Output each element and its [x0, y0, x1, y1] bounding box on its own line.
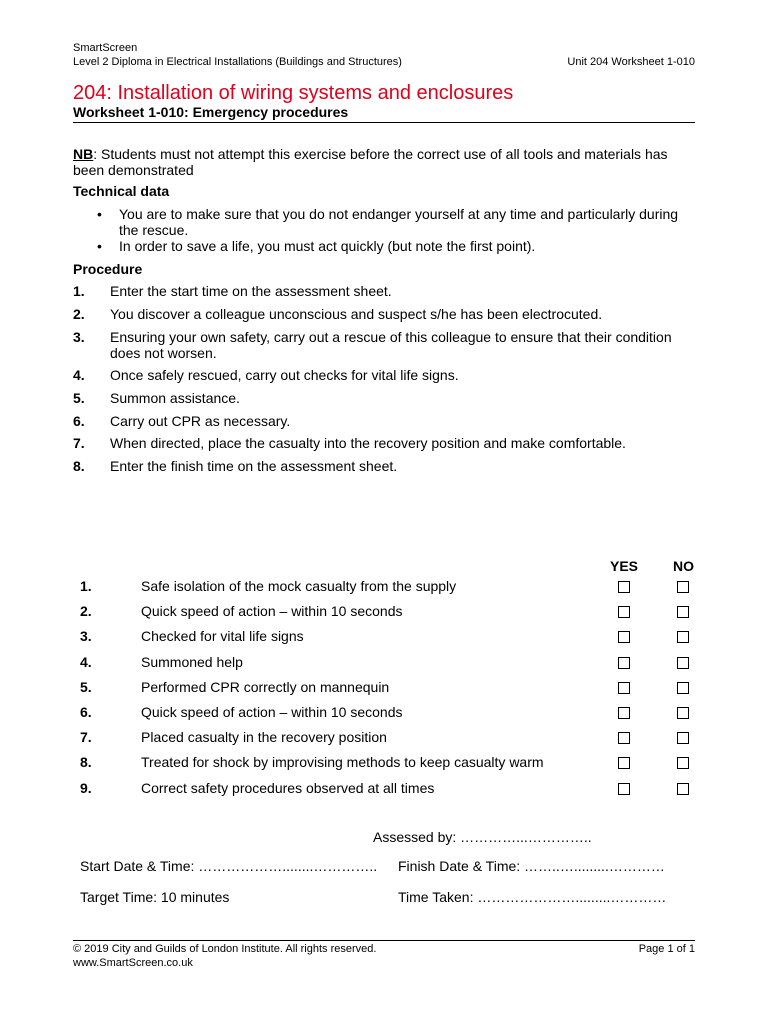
- checklist-number: 7.: [80, 729, 92, 745]
- bullet-dot: •: [97, 238, 102, 254]
- checklist-text: Performed CPR correctly on mannequin: [141, 679, 390, 695]
- yes-checkbox[interactable]: [618, 783, 630, 795]
- checklist-number: 2.: [80, 603, 92, 619]
- title-divider: [73, 122, 695, 123]
- checklist-row: [73, 628, 695, 646]
- checklist-number: 6.: [80, 704, 92, 720]
- step-number: 2.: [73, 306, 85, 322]
- step-text: When directed, place the casualty into the recovery position and make comfortable.: [110, 435, 626, 451]
- finish-date-time-field[interactable]: Finish Date & Time: ……..….........…………: [398, 858, 665, 874]
- step-number: 6.: [73, 413, 85, 429]
- footer-divider: [73, 940, 695, 941]
- no-checkbox[interactable]: [677, 606, 689, 618]
- yes-checkbox[interactable]: [618, 757, 630, 769]
- step-text: You discover a colleague unconscious and suspect s/he has been electrocuted.: [110, 306, 603, 322]
- page-title: 204: Installation of wiring systems and enclosures: [73, 82, 514, 104]
- checklist-text: Checked for vital life signs: [141, 628, 304, 644]
- no-checkbox[interactable]: [677, 732, 689, 744]
- no-checkbox[interactable]: [677, 682, 689, 694]
- technical-bullet-text: In order to save a life, you must act quickly (but note the first point).: [119, 238, 536, 254]
- checklist-row: [73, 704, 695, 722]
- step-text: Carry out CPR as necessary.: [110, 413, 291, 429]
- target-time: Target Time: 10 minutes: [80, 889, 230, 905]
- checklist-text: Quick speed of action – within 10 seconds: [141, 704, 403, 720]
- footer-website[interactable]: www.SmartScreen.co.uk: [73, 957, 193, 969]
- yes-checkbox[interactable]: [618, 581, 630, 593]
- header-worksheet-ref: Unit 204 Worksheet 1-010: [567, 56, 695, 68]
- checklist-row: [73, 780, 695, 798]
- step-number: 8.: [73, 458, 85, 474]
- yes-checkbox[interactable]: [618, 657, 630, 669]
- no-checkbox[interactable]: [677, 707, 689, 719]
- yes-checkbox[interactable]: [618, 732, 630, 744]
- checklist-row: [73, 603, 695, 621]
- step-text: Summon assistance.: [110, 390, 240, 406]
- no-column-header: NO: [673, 558, 694, 574]
- step-text: Enter the finish time on the assessment sheet.: [110, 458, 398, 474]
- checklist-text: Safe isolation of the mock casualty from the supply: [141, 578, 457, 594]
- checklist-row: [73, 754, 695, 772]
- checklist-text: Quick speed of action – within 10 seconds: [141, 603, 403, 619]
- checklist-text: Correct safety procedures observed at all times: [141, 780, 435, 796]
- checklist-row: [73, 654, 695, 672]
- checklist-text: Treated for shock by improvising methods to keep casualty warm: [141, 754, 544, 770]
- no-checkbox[interactable]: [677, 757, 689, 769]
- no-checkbox[interactable]: [677, 581, 689, 593]
- step-number: 3.: [73, 329, 85, 345]
- step-number: 4.: [73, 367, 85, 383]
- step-text: Ensuring your own safety, carry out a rescue of this colleague to ensure that their condition does not worsen.: [110, 329, 672, 361]
- checklist-number: 8.: [80, 754, 92, 770]
- yes-checkbox[interactable]: [618, 707, 630, 719]
- technical-bullet: [73, 238, 695, 254]
- checklist-row: [73, 578, 695, 596]
- time-taken-field[interactable]: Time Taken: ………………….........…………: [398, 889, 667, 905]
- nb-note: [73, 146, 695, 178]
- nb-text: : Students must not attempt this exercise before the correct use of all tools and materials has been demonstrated: [73, 146, 668, 178]
- checklist-row: [73, 729, 695, 747]
- step-number: 5.: [73, 390, 85, 406]
- checklist-row: [73, 679, 695, 697]
- yes-checkbox[interactable]: [618, 606, 630, 618]
- checklist-number: 9.: [80, 780, 92, 796]
- technical-bullet-text: You are to make sure that you do not endanger yourself at any time and particularly during the rescue.: [119, 206, 679, 238]
- yes-checkbox[interactable]: [618, 682, 630, 694]
- worksheet-subtitle: Worksheet 1-010: Emergency procedures: [73, 104, 349, 120]
- header-course: Level 2 Diploma in Electrical Installations (Buildings and Structures): [73, 56, 402, 68]
- header-brand: SmartScreen: [73, 42, 138, 54]
- footer-page-number: Page 1 of 1: [638, 943, 695, 955]
- checklist-text: Summoned help: [141, 654, 243, 670]
- start-date-time-field[interactable]: Start Date & Time: ………………........…………..: [80, 858, 378, 874]
- technical-data-heading: Technical data: [73, 183, 170, 199]
- step-text: Enter the start time on the assessment sheet.: [110, 283, 392, 299]
- footer-copyright: © 2019 City and Guilds of London Institute. All rights reserved.: [73, 943, 377, 955]
- yes-checkbox[interactable]: [618, 631, 630, 643]
- no-checkbox[interactable]: [677, 657, 689, 669]
- checklist-text: Placed casualty in the recovery position: [141, 729, 387, 745]
- procedure-heading: Procedure: [73, 261, 143, 277]
- technical-bullet: [73, 206, 695, 238]
- checklist-number: 4.: [80, 654, 92, 670]
- no-checkbox[interactable]: [677, 783, 689, 795]
- checklist-number: 5.: [80, 679, 92, 695]
- assessed-by-field[interactable]: Assessed by: …………...…………..: [373, 829, 592, 845]
- step-number: 7.: [73, 435, 85, 451]
- checklist-number: 3.: [80, 628, 92, 644]
- step-number: 1.: [73, 283, 85, 299]
- no-checkbox[interactable]: [677, 631, 689, 643]
- nb-label: NB: [73, 146, 94, 162]
- bullet-dot: •: [97, 206, 102, 222]
- yes-column-header: YES: [610, 558, 639, 574]
- step-text: Once safely rescued, carry out checks for vital life signs.: [110, 367, 459, 383]
- checklist-number: 1.: [80, 578, 92, 594]
